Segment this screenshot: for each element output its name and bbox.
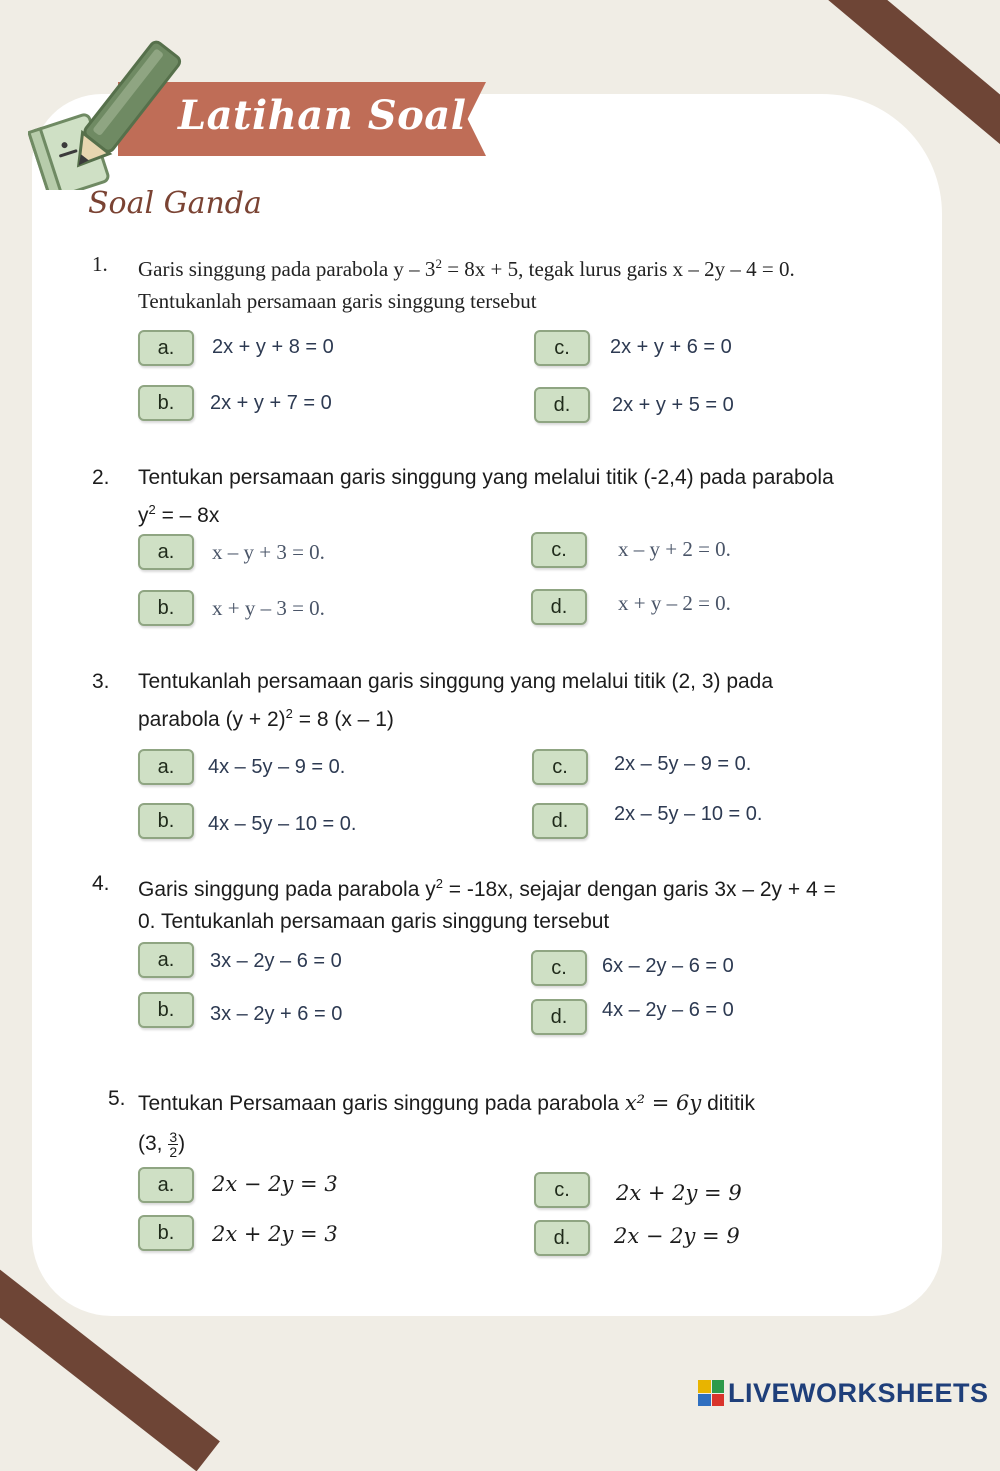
option-c-button[interactable]: c.	[534, 1172, 590, 1208]
option-c-button[interactable]: c.	[531, 532, 587, 568]
option-c-button[interactable]: c.	[531, 950, 587, 986]
option-b-answer: x + y – 3 = 0.	[212, 596, 325, 620]
liveworksheets-logo-icon	[698, 1380, 724, 1406]
option-d-button[interactable]: d.	[534, 387, 590, 423]
option-d-button[interactable]: d.	[531, 589, 587, 625]
question-number: 5.	[108, 1087, 126, 1110]
option-a-button[interactable]: a.	[138, 1167, 194, 1203]
option-b-answer: 2x + 2y = 3	[212, 1222, 338, 1246]
option-a-button[interactable]: a.	[138, 942, 194, 978]
option-a-answer: 4x – 5y – 9 = 0.	[208, 756, 346, 778]
option-d-button[interactable]: d.	[531, 999, 587, 1035]
parabola-equation: x² = 6y	[624, 1091, 702, 1115]
page-title: Latihan Soal	[178, 92, 467, 139]
question-number: 3.	[92, 670, 110, 693]
option-c-answer: 2x – 5y – 9 = 0.	[614, 753, 752, 775]
option-a-answer: 2x + y + 8 = 0	[212, 336, 334, 358]
option-d-answer: 4x – 2y – 6 = 0	[602, 999, 734, 1021]
option-c-button[interactable]: c.	[532, 749, 588, 785]
option-c-answer: 6x – 2y – 6 = 0	[602, 955, 734, 977]
option-a-button[interactable]: a.	[138, 330, 194, 366]
option-c-answer: 2x + y + 6 = 0	[610, 336, 732, 358]
option-d-answer: x + y – 2 = 0.	[618, 591, 731, 615]
option-d-button[interactable]: d.	[534, 1220, 590, 1256]
option-d-button[interactable]: d.	[532, 803, 588, 839]
option-b-button[interactable]: b.	[138, 385, 194, 421]
question-text: Tentukanlah persamaan garis singgung yang melalui titik (2, 3) pada parabola $(y + 2)^2 = 8$ (x – 1)	[138, 670, 774, 731]
option-a-answer: x – y + 3 = 0.	[212, 540, 325, 564]
option-c-answer: x – y + 2 = 0.	[618, 537, 731, 561]
option-a-button[interactable]: a.	[138, 749, 194, 785]
option-a-button[interactable]: a.	[138, 534, 194, 570]
option-a-answer: 2x − 2y = 3	[212, 1172, 338, 1196]
fraction: $\frac{3}{2}$	[169, 1128, 178, 1160]
option-b-answer: 4x – 5y – 10 = 0.	[208, 813, 357, 835]
option-a-answer: 3x – 2y – 6 = 0	[210, 950, 342, 972]
option-c-button[interactable]: c.	[534, 330, 590, 366]
option-d-answer: 2x + y + 5 = 0	[612, 394, 734, 416]
section-title: Soal Ganda	[88, 186, 262, 221]
option-d-answer: 2x − 2y = 9	[614, 1224, 740, 1248]
option-b-answer: 2x + y + 7 = 0	[210, 392, 332, 414]
option-d-answer: 2x – 5y – 10 = 0.	[614, 803, 763, 825]
option-b-button[interactable]: b.	[138, 803, 194, 839]
option-b-button[interactable]: b.	[138, 992, 194, 1028]
liveworksheets-logo[interactable]	[698, 1376, 989, 1410]
notebook-pencil-icon	[28, 40, 193, 190]
option-c-answer: 2x + 2y = 9	[616, 1181, 742, 1205]
option-b-answer: 3x – 2y + 6 = 0	[210, 1003, 343, 1025]
question-text: Garis singgung pada parabola $y - 3^2 = 8x + 5$, tegak lurus garis x – 2y – 4 = 0. Tentukanlah persamaan garis singgung tersebut	[138, 256, 795, 313]
question-number: 4.	[92, 872, 110, 895]
option-b-button[interactable]: b.	[138, 1215, 194, 1251]
question-text: Garis singgung pada parabola $y^2 = -18x$, sejajar dengan garis 3x – 2y + 4 = 0. Tentukanlah persamaan garis singgung tersebut	[138, 876, 836, 933]
question-number: 2.	[92, 466, 110, 489]
question-text: Tentukan persamaan garis singgung yang melalui titik (-2,4) pada parabola $y^2$ = – 8x	[138, 466, 834, 527]
question-text: Tentukan Persamaan garis singgung pada parabola x² = 6y dititik (3, $\frac{3}{2}$ )	[138, 1091, 755, 1160]
liveworksheets-brand: LIVEWORKSHEETS	[728, 1377, 989, 1408]
option-b-button[interactable]: b.	[138, 590, 194, 626]
question-number: 1.	[92, 252, 108, 276]
